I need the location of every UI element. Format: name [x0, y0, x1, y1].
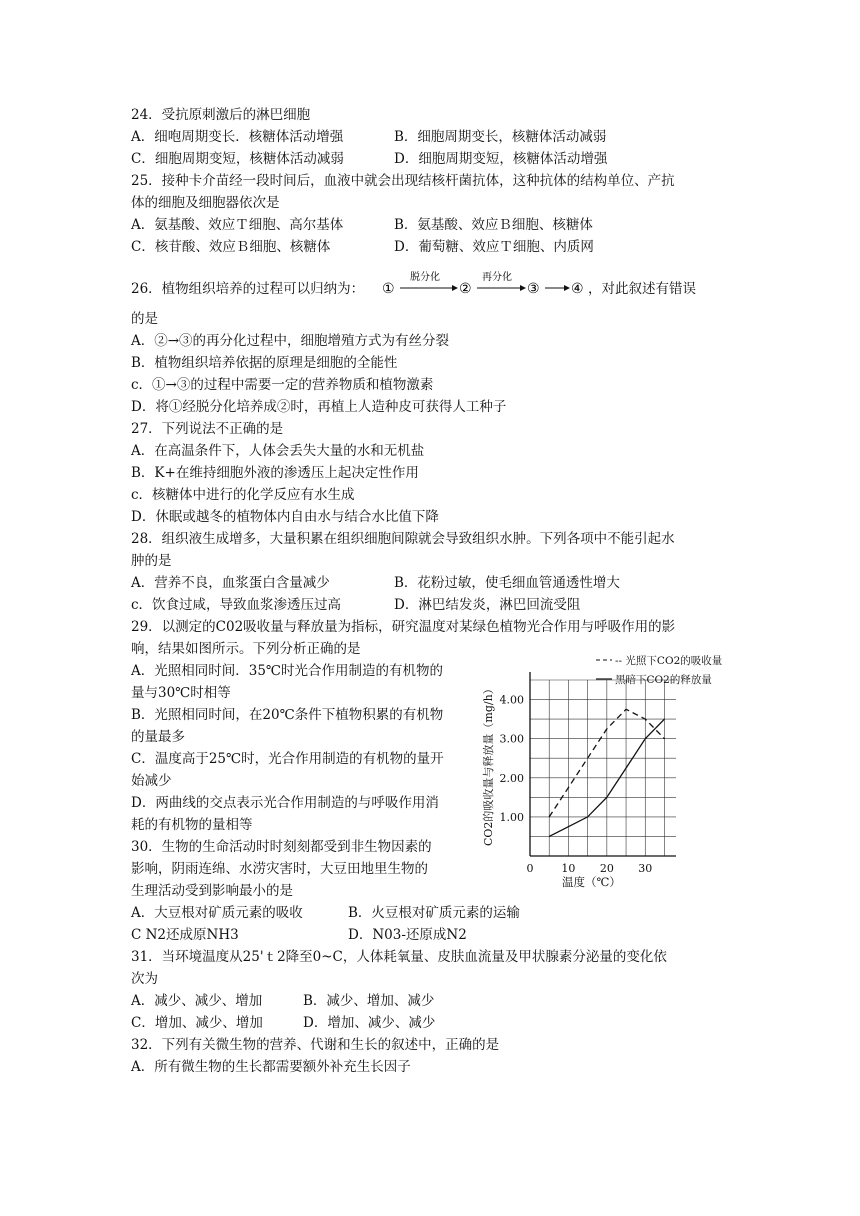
q24-option-d: D．细胞周期变短，核糖体活动增强: [394, 151, 608, 167]
flow-node-3: ③: [527, 281, 540, 297]
q31-option-c: C．增加、减少、增加: [131, 1015, 263, 1031]
q26-stem-pre: 26．植物组织培养的过程可以归纳为：: [131, 281, 365, 297]
legend-label-light: -- 光照下CO2的吸收量: [615, 655, 723, 667]
q30-option-c: C N2还成原NH3: [131, 927, 239, 943]
q28-stem-line2: 肿的是: [131, 553, 172, 569]
q26-option-b: B．植物组织培养依据的原理是细胞的全能性: [131, 355, 398, 371]
q31-option-a: A．减少、减少、增加: [131, 993, 263, 1009]
q30-option-a: A．大豆根对矿质元素的吸收: [131, 905, 303, 921]
co2-temperature-chart: [478, 646, 723, 898]
q28-stem-line1: 28．组织液生成增多，大量积累在组织细胞间隙就会导致组织水肿。下列各项中不能引起水: [131, 531, 675, 547]
y-tick-label: 3.00: [499, 732, 524, 746]
q26-option-a: A．②→③的再分化过程中，细胞增殖方式为有丝分裂: [131, 333, 450, 349]
flow-label-dedifferentiation: 脱分化: [410, 272, 440, 283]
flow-arrowhead-3: [564, 285, 570, 291]
q29-option-d-line2: 耗的有机物的量相等: [131, 817, 253, 833]
q25-option-a: A．氨基酸、效应Ｔ细胞、高尔基体: [131, 217, 344, 233]
q29-stem-line1: 29．以测定的C02吸收量与释放量为指标，研究温度对某绿色植物光合作用与呼吸作用的影: [131, 619, 676, 635]
flow-node-1: ①: [382, 281, 395, 297]
q25-stem-line2: 体的细胞及细胞器依次是: [131, 195, 280, 211]
q30-stem-line1: 30．生物的生命活动时时刻刻都受到非生物因素的: [131, 839, 432, 855]
flow-arrowhead-2: [520, 285, 526, 291]
flow-arrowhead-1: [452, 285, 458, 291]
q29-option-c-line2: 始减少: [131, 773, 172, 789]
flow-node-4: ④: [571, 281, 584, 297]
q30-option-d: D．N03-还原成N2: [348, 927, 467, 943]
q25-option-c: C．核苷酸、效应Ｂ细胞、核糖体: [131, 239, 331, 255]
q30-stem-line3: 生理活动受到影响最小的是: [131, 883, 293, 899]
q26-option-c: c．①→③的过程中需要一定的营养物质和植物激素: [131, 377, 434, 393]
q30-option-b: B．火豆根对矿质元素的运输: [348, 905, 520, 921]
q25-stem-line1: 25．接种卡介苗经一段时间后，血液中就会出现结核杆菌抗体，这种抗体的结构单位、产抗: [131, 173, 675, 189]
y-tick-label: 2.00: [499, 771, 524, 785]
q32-stem: 32．下列有关微生物的营养、代谢和生长的叙述中，正确的是: [131, 1037, 500, 1053]
y-tick-label: 4.00: [499, 693, 524, 707]
x-tick-label: 10: [561, 862, 576, 875]
q32-option-a: A．所有微生物的生长都需要额外补充生长因子: [131, 1059, 411, 1075]
q29-option-a-line1: A．光照相同时间．35℃时光合作用制造的有机物的: [131, 663, 444, 679]
x-axis-label: 温度（℃）: [562, 875, 621, 889]
q24-option-a: A．细咆周期变长．核糖体活动增强: [131, 129, 344, 145]
q27-option-a: A．在高温条件下，人体会丢失大量的水和无机盐: [131, 443, 425, 459]
q29-option-c-line1: C．温度高于25℃时，光合作用制造的有机物的量开: [131, 751, 444, 767]
q31-option-d: D．增加、减少、减少: [303, 1015, 436, 1031]
legend-label-dark: 黑暗下CO2的释放量: [615, 674, 712, 686]
q31-stem-line1: 31．当环境温度从25'ｔ2降至0~C，人体耗氧量、皮肤血流量及甲状腺素分泌量的变化依: [131, 949, 667, 965]
q27-stem: 27．下列说法不正确的是: [131, 421, 284, 437]
q29-stem-line2: 响，结果如图所示。下列分析正确的是: [131, 641, 361, 657]
q26-stem-post: ，对此叙述有错误: [588, 281, 696, 297]
q29-option-d-line1: D．两曲线的交点表示光合作用制造的与呼吸作用消: [131, 795, 439, 811]
y-axis-label: CO2的吸收量与释放量（mg/h）: [482, 683, 495, 846]
q28-option-c: c．饮食过咸，导致血浆渗透压过高: [131, 597, 342, 613]
q29-option-a-line2: 量与30℃时相等: [131, 685, 231, 701]
chart-grid: [530, 680, 676, 856]
q27-option-c: c．核糖体中进行的化学反应有水生成: [131, 487, 355, 503]
x-tick-label: 0: [526, 862, 534, 875]
q29-option-b-line1: B．光照相同时间，在20℃条件下植物积累的有机物: [131, 707, 444, 723]
q26-stem-line2: 的是: [131, 311, 158, 327]
q27-option-d: D．休眠或越冬的植物体内自由水与结合水比值下降: [131, 509, 439, 525]
q31-stem-line2: 次为: [131, 971, 158, 987]
y-tick-label: 1.00: [499, 810, 524, 824]
q28-option-a: A．营养不良，血浆蛋白含量减少: [131, 575, 330, 591]
q24-stem: 24．受抗原刺激后的淋巴细胞: [131, 107, 311, 123]
q24-option-b: B．细胞周期变长，核糖体活动减弱: [394, 129, 607, 145]
q24-option-c: C．细胞周期变短，核糖体活动减弱: [131, 151, 344, 167]
q25-option-d: D．葡萄糖、效应Ｔ细胞、内质网: [394, 239, 594, 255]
x-tick-label: 30: [638, 862, 653, 875]
q28-option-b: B．花粉过敏，使毛细血管通透性增大: [394, 575, 620, 591]
q26-flow-diagram: [0, 0, 860, 310]
q29-option-b-line2: 的量最多: [131, 729, 185, 745]
flow-label-redifferentiation: 再分化: [482, 272, 512, 283]
chart-ticks: [500, 694, 653, 875]
flow-node-2: ②: [459, 281, 472, 297]
q30-stem-line2: 影响，阴雨连绵、水涝灾害时，大豆田地里生物的: [131, 861, 428, 877]
x-tick-label: 20: [599, 862, 614, 875]
q28-option-d: D．淋巴结发炎，淋巴回流受阻: [394, 597, 581, 613]
q26-option-d: D．将①经脱分化培养成②时，再植上人造种皮可获得人工种子: [131, 399, 507, 415]
q25-option-b: B．氨基酸、效应Ｂ细胞、核糖体: [394, 217, 593, 233]
q27-option-b: B．K+在维持细胞外液的渗透压上起决定性作用: [131, 465, 419, 481]
chart-legend: [596, 654, 722, 686]
q31-option-b: B．减少、增加、减少: [303, 993, 435, 1009]
